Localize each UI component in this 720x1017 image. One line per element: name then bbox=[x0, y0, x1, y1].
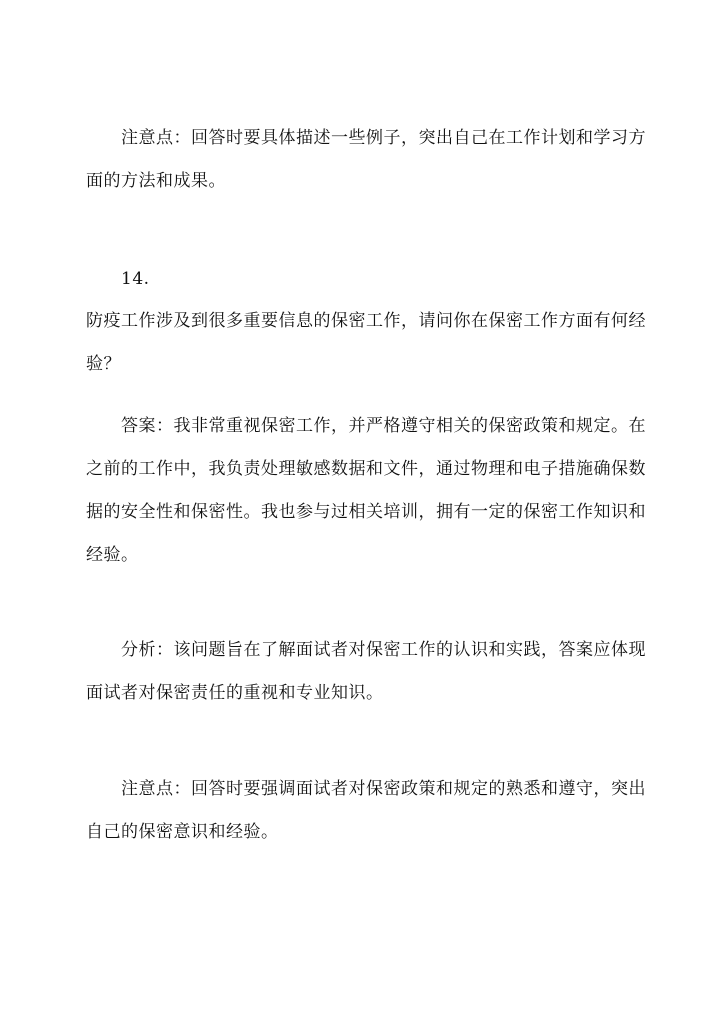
analysis-paragraph: 分析：该问题旨在了解面试者对保密工作的认识和实践，答案应体现面试者对保密责任的重视和专业知识。 bbox=[86, 640, 646, 703]
question-text: 防疫工作涉及到很多重要信息的保密工作，请问你在保密工作方面有何经验？ bbox=[86, 311, 646, 374]
answer-paragraph: 答案：我非常重视保密工作，并严格遵守相关的保密政策和规定。在之前的工作中，我负责处理敏感数据和文件，通过物理和电子措施确保数据的安全性和保密性。我也参与过相关培训，拥有一定的保密工作知识和经验。 bbox=[86, 416, 646, 565]
note-paragraph: 注意点：回答时要具体描述一些例子，突出自己在工作计划和学习方面的方法和成果。 bbox=[86, 128, 646, 191]
note-paragraph-2: 注意点：回答时要强调面试者对保密政策和规定的熟悉和遵守，突出自己的保密意识和经验。 bbox=[86, 779, 646, 842]
question-number: 14. bbox=[121, 269, 150, 289]
